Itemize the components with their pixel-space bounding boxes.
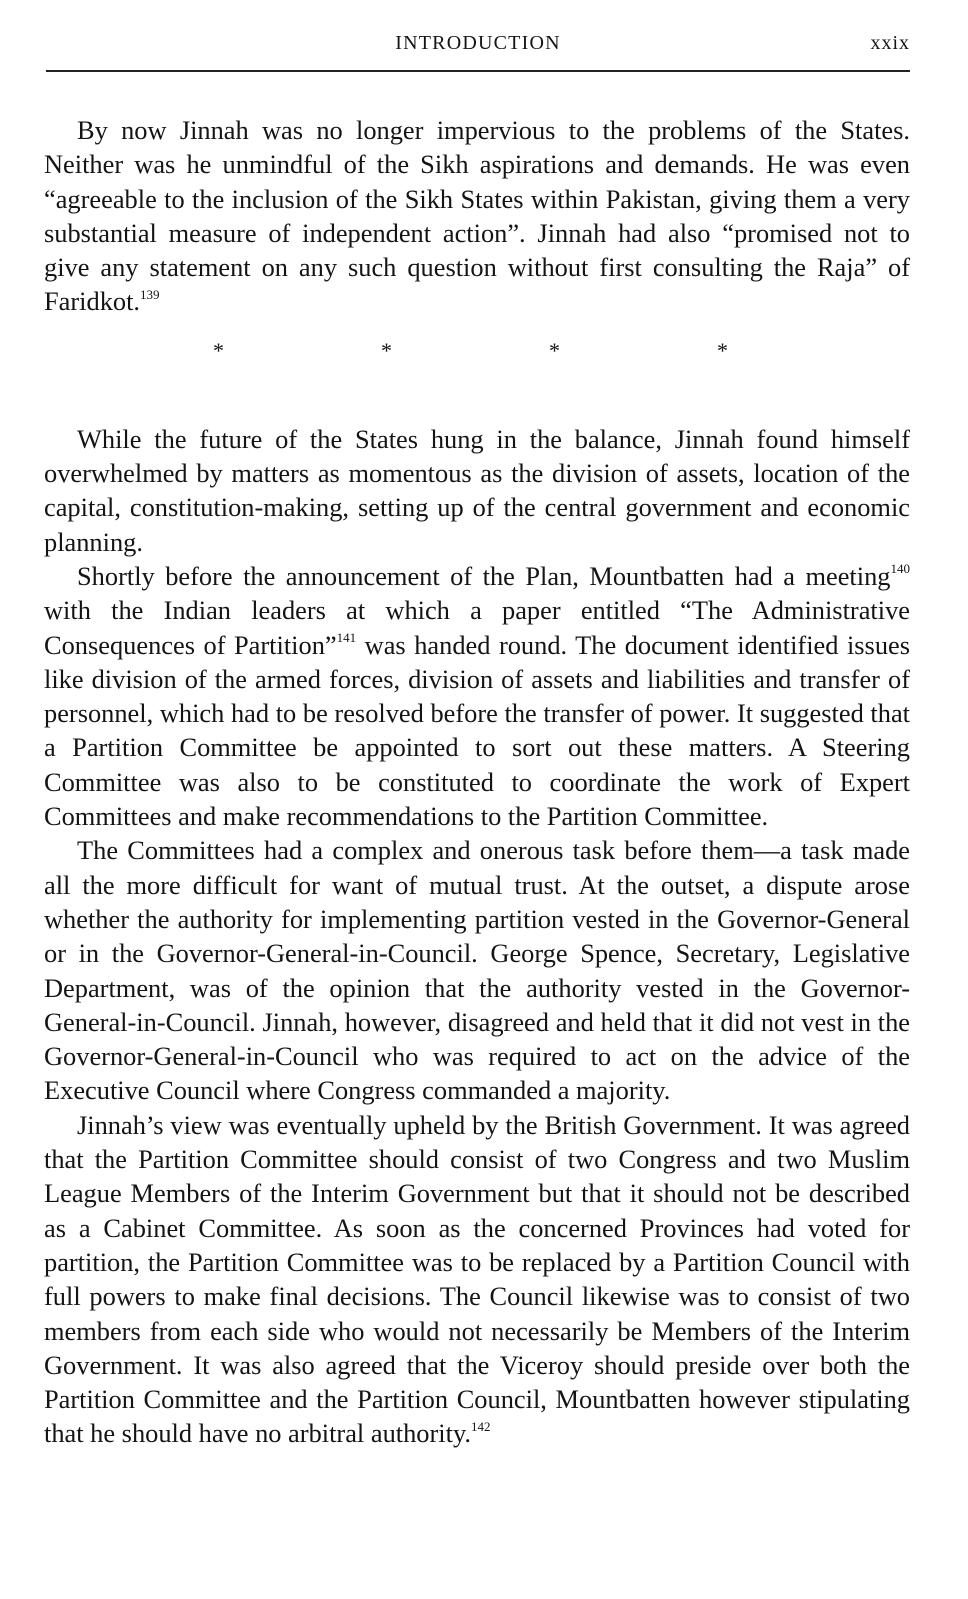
section-break-asterisk: * (213, 337, 224, 363)
paragraph-text: While the future of the States hung in the balance, Jinnah found himself overwhelmed by matters as momentous as the division of assets, location of the capital, constitution-making, setting up of the central government and economic planning. (44, 423, 910, 557)
paragraph-text: Shortly before the announcement of the Plan, Mountbatten had a meeting (77, 560, 891, 591)
header-rule (46, 70, 910, 72)
section-break (44, 319, 910, 422)
page-number: xxix (870, 32, 910, 54)
footnote-ref-140: 140 (890, 561, 910, 577)
paragraph-2 (44, 422, 910, 559)
paragraph-3 (44, 559, 910, 833)
footnote-ref-142: 142 (471, 1418, 491, 1434)
section-break-asterisk: * (717, 337, 728, 363)
paragraph-1 (44, 113, 910, 319)
footnote-ref-139: 139 (140, 286, 160, 302)
paragraph-text: with the Indian leaders at which a paper entitled “The Administrative Consequences of Partition” (44, 595, 910, 660)
body-text (44, 113, 910, 1451)
paragraph-text: By now Jinnah was no longer impervious to the problems of the States. Neither was he unmindful of the Sikh aspirations and demands. He was even “agreeable to the inclusion of the Sikh States within Pakistan, giving them a very substantial measure of independent action”. Jinnah had also “promised not to give any statement on any such question without first consulting the Raja” of Faridkot. (44, 115, 910, 317)
paragraph-text: The Committees had a complex and onerous task before them—a task made all the more difficult for want of mutual trust. At the outset, a dispute arose whether the authority for implementing partition vested in the Governor-General or in the Governor-General-in-Council. George Spence, Secretary, Legislative Department, was of the opinion that the authority vested in the Governor-General-in-Council. Jinnah, however, disagreed and held that it did not vest in the Governor-General-in-Council who was required to act on the advice of the Executive Council where Congress commanded a majority. (44, 835, 910, 1106)
running-header (46, 26, 910, 66)
section-break-asterisk: * (549, 337, 560, 363)
paragraph-text: was handed round. The document identified issues like division of the armed forces, division of assets and liabilities and transfer of personnel, which had to be resolved before the transfer of power. It suggested that a Partition Committee be appointed to sort out these matters. A Steering Committee was also to be constituted to coordinate the work of Expert Committees and make recommendations to the Partition Committee. (44, 629, 911, 832)
section-break-asterisk: * (381, 337, 392, 363)
paragraph-text: Jinnah’s view was eventually upheld by the British Government. It was agreed that the Partition Committee should consist of two Congress and two Muslim League Members of the Interim Government but that it should not be described as a Cabinet Committee. As soon as the concerned Provinces had voted for partition, the Partition Committee was to be replaced by a Partition Council with full powers to make final decisions. The Council likewise was to consist of two members from each side who would not necessarily be Members of the Interim Government. It was also agreed that the Viceroy should preside over both the Partition Committee and the Partition Council, Mountbatten however stipulating that he should have no arbitral authority. (44, 1109, 910, 1449)
paragraph-4 (44, 833, 910, 1107)
running-title: INTRODUCTION (395, 32, 561, 54)
paragraph-5 (44, 1108, 910, 1451)
footnote-ref-141: 141 (336, 629, 357, 645)
